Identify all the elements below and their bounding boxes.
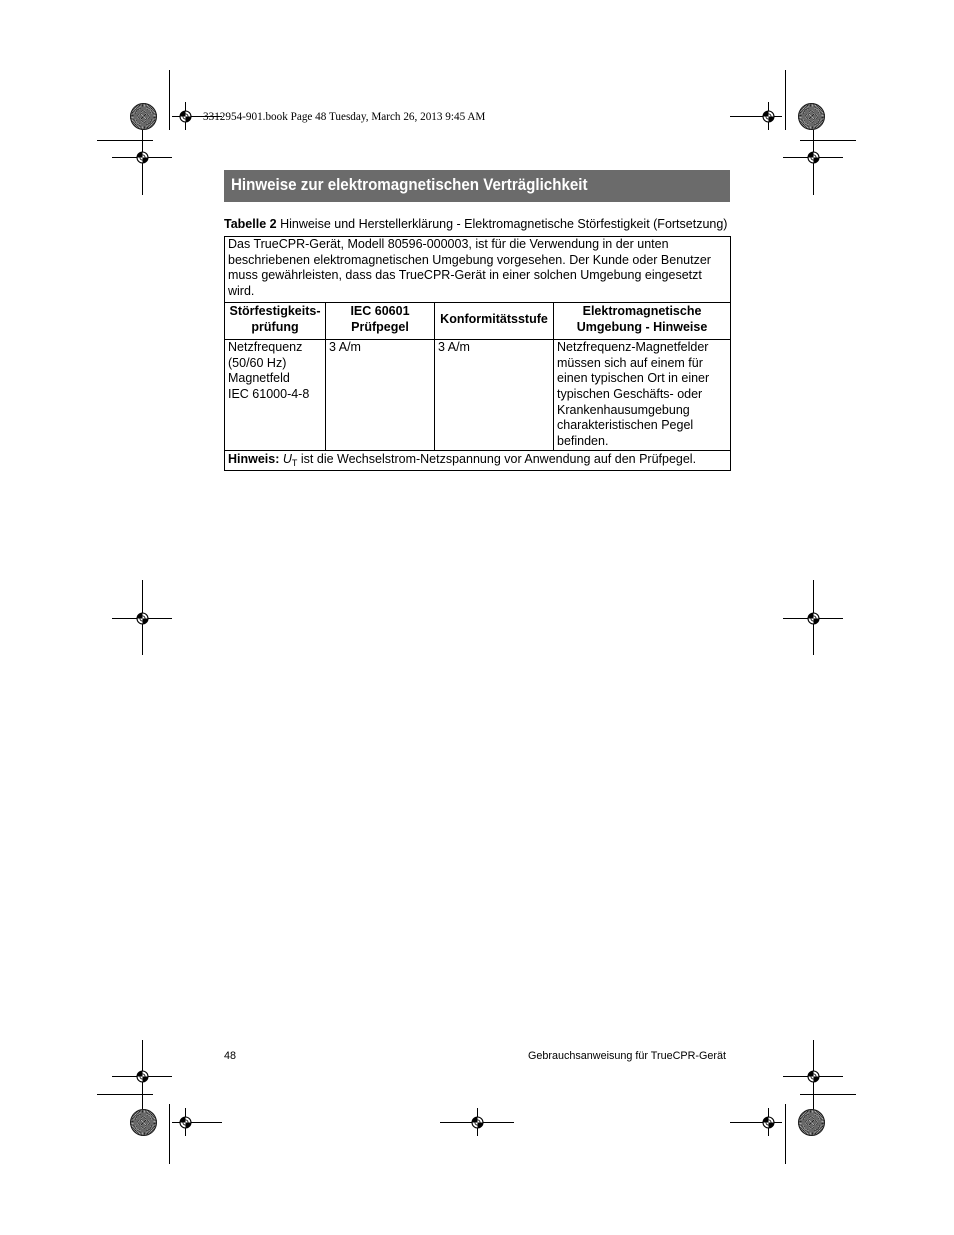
column-header-test-level: IEC 60601 Prüfpegel [326, 303, 435, 340]
star-target-icon [130, 103, 157, 130]
star-target-icon [130, 1109, 157, 1136]
registration-mark-icon [808, 152, 819, 163]
cell-immunity-test: Netzfrequenz (50/60 Hz) Magnetfeld IEC 61000-4-8 [225, 340, 326, 451]
column-header-em-guidance: Elektromagnetische Umgebung - Hinweise [554, 303, 731, 340]
registration-mark-icon [180, 1117, 191, 1128]
table-header-row [225, 303, 731, 340]
section-title-bar [224, 170, 730, 202]
print-slug: 3312954-901.book Page 48 Tuesday, March 26, 2013 9:45 AM [203, 110, 486, 123]
table-row [225, 340, 731, 451]
section-title: Hinweise zur elektromagnetischen Verträglichkeit [231, 175, 588, 194]
footer-document-title: Gebrauchsanweisung für TrueCPR-Gerät [527, 1050, 726, 1062]
registration-mark-icon [808, 1071, 819, 1082]
table-note-row [225, 451, 731, 471]
table-caption [224, 216, 727, 232]
star-target-icon [798, 103, 825, 130]
registration-mark-icon [137, 152, 148, 163]
cell-compliance-level: 3 A/m [435, 340, 554, 451]
note-subscript: T [291, 458, 298, 468]
cell-test-level: 3 A/m [326, 340, 435, 451]
table-intro-row [225, 237, 731, 303]
column-header-immunity-test: Störfestigkeits- prüfung [225, 303, 326, 340]
note-symbol: U [282, 452, 292, 466]
registration-mark-icon [808, 613, 819, 624]
registration-mark-icon [763, 1117, 774, 1128]
table-note [225, 451, 731, 471]
registration-mark-icon [180, 111, 191, 122]
note-text: ist die Wechselstrom-Netzspannung vor Anwendung auf den Prüfpegel. [300, 452, 697, 466]
note-label: Hinweis: [228, 452, 280, 466]
registration-mark-icon [137, 613, 148, 624]
cell-em-guidance: Netzfrequenz-Magnetfelder müssen sich auf einem für einen typischen Ort in einer typischen Geschäfts- oder Krankenhausumgebung charakteristischen Pegel befinden. [554, 340, 731, 451]
table-caption-label: Tabelle 2 [224, 217, 277, 231]
registration-mark-icon [137, 1071, 148, 1082]
star-target-icon [798, 1109, 825, 1136]
table-intro: Das TrueCPR-Gerät, Modell 80596-000003, ist für die Verwendung in der unten beschriebenen elektromagnetischen Umgebung vorgesehen. Der Kunde oder Benutzer muss gewährleisten, dass das TrueCPR-Gerät in einer solchen Umgebung eingesetzt wird. [225, 237, 731, 303]
registration-mark-icon [763, 111, 774, 122]
column-header-compliance-level: Konformitätsstufe [435, 303, 554, 340]
registration-mark-icon [472, 1117, 483, 1128]
page-number: 48 [224, 1050, 237, 1062]
table-caption-text: Hinweise und Herstellerklärung - Elektromagnetische Störfestigkeit (Fortsetzung) [280, 217, 728, 231]
immunity-table [224, 236, 731, 471]
